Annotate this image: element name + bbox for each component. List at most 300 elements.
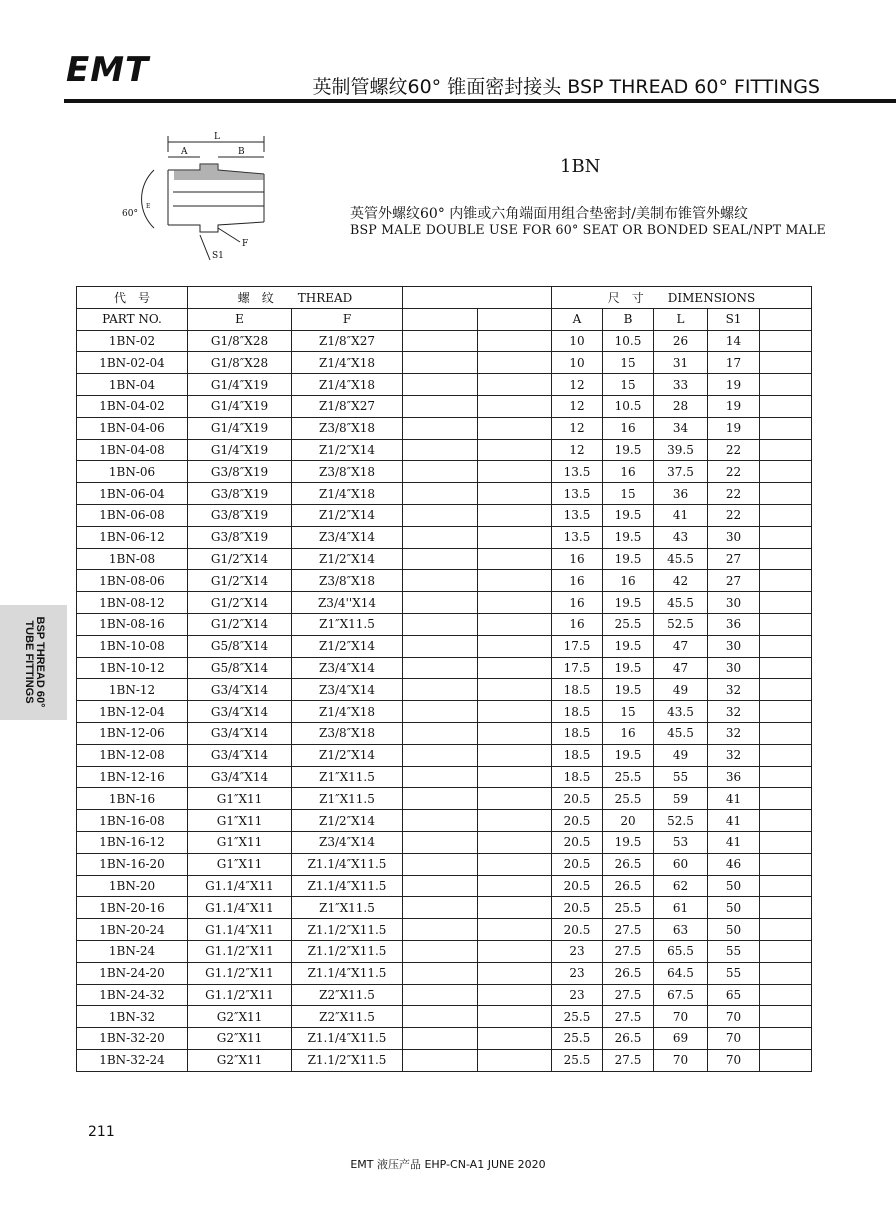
table-cell: Z3/8″X18 bbox=[292, 722, 403, 744]
table-cell: 18.5 bbox=[552, 722, 603, 744]
table-cell: G3/8″X19 bbox=[188, 483, 292, 505]
table-cell: 25.5 bbox=[552, 1006, 603, 1028]
header-blank bbox=[403, 287, 552, 309]
table-cell: G3/8″X19 bbox=[188, 504, 292, 526]
table-row bbox=[77, 919, 812, 941]
table-cell: 16 bbox=[603, 461, 654, 483]
table-header-row-2 bbox=[77, 308, 812, 330]
table-cell-empty bbox=[403, 875, 478, 897]
table-cell-empty bbox=[478, 330, 552, 352]
table-cell-empty bbox=[478, 744, 552, 766]
table-cell-empty bbox=[760, 875, 812, 897]
table-cell-empty bbox=[760, 461, 812, 483]
table-cell: 20.5 bbox=[552, 919, 603, 941]
table-cell: 32 bbox=[708, 701, 760, 723]
table-cell: 17.5 bbox=[552, 657, 603, 679]
table-cell: G1/2″X14 bbox=[188, 613, 292, 635]
table-row bbox=[77, 570, 812, 592]
table-row bbox=[77, 744, 812, 766]
table-cell: 50 bbox=[708, 919, 760, 941]
table-cell: 27 bbox=[708, 548, 760, 570]
table-cell: 13.5 bbox=[552, 526, 603, 548]
table-cell: G3/4″X14 bbox=[188, 679, 292, 701]
table-cell: 1BN-20 bbox=[77, 875, 188, 897]
table-cell: Z3/8″X18 bbox=[292, 461, 403, 483]
table-cell-empty bbox=[478, 374, 552, 396]
table-cell-empty bbox=[478, 1028, 552, 1050]
table-cell: 27 bbox=[708, 570, 760, 592]
table-cell: Z1.1/2″X11.5 bbox=[292, 919, 403, 941]
table-row bbox=[77, 897, 812, 919]
table-cell: 1BN-32-20 bbox=[77, 1028, 188, 1050]
table-cell-empty bbox=[478, 1049, 552, 1071]
table-cell: 32 bbox=[708, 722, 760, 744]
table-cell: G1″X11 bbox=[188, 831, 292, 853]
table-cell: 32 bbox=[708, 679, 760, 701]
table-cell: 52.5 bbox=[654, 613, 708, 635]
table-cell-empty bbox=[403, 352, 478, 374]
table-cell-empty bbox=[403, 330, 478, 352]
table-cell-empty bbox=[760, 352, 812, 374]
table-row bbox=[77, 788, 812, 810]
table-cell: 41 bbox=[708, 831, 760, 853]
table-cell: 32 bbox=[708, 744, 760, 766]
table-cell: Z1.1/4″X11.5 bbox=[292, 962, 403, 984]
table-cell-empty bbox=[760, 853, 812, 875]
table-row bbox=[77, 613, 812, 635]
table-cell-empty bbox=[478, 461, 552, 483]
table-cell: 1BN-20-24 bbox=[77, 919, 188, 941]
table-cell: 36 bbox=[708, 766, 760, 788]
table-cell: 25.5 bbox=[603, 766, 654, 788]
table-cell: 67.5 bbox=[654, 984, 708, 1006]
table-cell: 65.5 bbox=[654, 940, 708, 962]
table-cell: 20 bbox=[603, 810, 654, 832]
table-cell: 1BN-16-20 bbox=[77, 853, 188, 875]
dim-label-a: A bbox=[181, 147, 188, 157]
page-footer: EMT 液压产品 EHP-CN-A1 JUNE 2020 bbox=[350, 1158, 546, 1171]
table-cell-empty bbox=[760, 635, 812, 657]
table-cell: 15 bbox=[603, 352, 654, 374]
table-cell: G1″X11 bbox=[188, 853, 292, 875]
table-cell-empty bbox=[403, 374, 478, 396]
table-row bbox=[77, 483, 812, 505]
table-cell-empty bbox=[478, 679, 552, 701]
table-cell: 1BN-04-02 bbox=[77, 395, 188, 417]
table-cell: 55 bbox=[708, 962, 760, 984]
table-cell-empty bbox=[403, 570, 478, 592]
table-cell-empty bbox=[760, 940, 812, 962]
table-cell-empty bbox=[403, 548, 478, 570]
table-cell-empty bbox=[760, 483, 812, 505]
table-cell-empty bbox=[478, 417, 552, 439]
table-cell: G1.1/4″X11 bbox=[188, 919, 292, 941]
table-cell: G5/8″X14 bbox=[188, 635, 292, 657]
table-cell: 1BN-08 bbox=[77, 548, 188, 570]
column-header: L bbox=[654, 308, 708, 330]
table-cell: 16 bbox=[603, 722, 654, 744]
header-dimensions: 尺 寸 DIMENSIONS bbox=[552, 287, 812, 309]
table-cell: 13.5 bbox=[552, 504, 603, 526]
table-cell: G3/4″X14 bbox=[188, 766, 292, 788]
table-cell: Z1/2″X14 bbox=[292, 635, 403, 657]
table-cell: 30 bbox=[708, 526, 760, 548]
table-cell: 1BN-06-04 bbox=[77, 483, 188, 505]
table-cell: G1.1/4″X11 bbox=[188, 875, 292, 897]
table-row bbox=[77, 810, 812, 832]
table-cell: 41 bbox=[708, 788, 760, 810]
column-header: F bbox=[292, 308, 403, 330]
table-cell: Z1.1/4″X11.5 bbox=[292, 1028, 403, 1050]
table-cell: 20.5 bbox=[552, 875, 603, 897]
table-cell: Z1/4″X18 bbox=[292, 701, 403, 723]
table-cell: 20.5 bbox=[552, 810, 603, 832]
table-cell: 19 bbox=[708, 374, 760, 396]
table-cell: 1BN-24-32 bbox=[77, 984, 188, 1006]
table-cell-empty bbox=[760, 788, 812, 810]
table-cell: G3/4″X14 bbox=[188, 744, 292, 766]
table-cell: 1BN-04-08 bbox=[77, 439, 188, 461]
table-cell: G3/8″X19 bbox=[188, 461, 292, 483]
table-cell-empty bbox=[478, 657, 552, 679]
table-cell-empty bbox=[403, 592, 478, 614]
table-cell: 22 bbox=[708, 504, 760, 526]
table-cell: Z1/2″X14 bbox=[292, 810, 403, 832]
table-row bbox=[77, 657, 812, 679]
table-row bbox=[77, 439, 812, 461]
table-cell-empty bbox=[478, 875, 552, 897]
table-cell-empty bbox=[403, 744, 478, 766]
dim-label-f: F bbox=[242, 239, 249, 249]
table-cell: 31 bbox=[654, 352, 708, 374]
table-cell: 1BN-32-24 bbox=[77, 1049, 188, 1071]
table-cell: Z1/2″X14 bbox=[292, 439, 403, 461]
table-cell: 19.5 bbox=[603, 657, 654, 679]
dim-label-angle: 60° bbox=[122, 209, 138, 219]
table-cell: Z1/4″X18 bbox=[292, 483, 403, 505]
table-cell-empty bbox=[760, 657, 812, 679]
table-cell: Z3/4″X14 bbox=[292, 526, 403, 548]
table-cell-empty bbox=[478, 592, 552, 614]
table-row bbox=[77, 679, 812, 701]
table-cell-empty bbox=[403, 526, 478, 548]
table-cell-empty bbox=[478, 984, 552, 1006]
column-header: PART NO. bbox=[77, 308, 188, 330]
table-cell: G1/4″X19 bbox=[188, 374, 292, 396]
table-cell: G1/8″X28 bbox=[188, 352, 292, 374]
page-header-title: 英制管螺纹60° 锥面密封接头 BSP THREAD 60° FITTINGS bbox=[312, 76, 820, 98]
table-cell: 50 bbox=[708, 875, 760, 897]
table-cell: 1BN-16 bbox=[77, 788, 188, 810]
table-cell: 1BN-08-16 bbox=[77, 613, 188, 635]
table-cell-empty bbox=[403, 962, 478, 984]
table-cell: G1/2″X14 bbox=[188, 548, 292, 570]
page-number: 211 bbox=[88, 1124, 115, 1140]
table-cell: 27.5 bbox=[603, 940, 654, 962]
table-cell-empty bbox=[478, 613, 552, 635]
table-row bbox=[77, 766, 812, 788]
table-cell: 19.5 bbox=[603, 679, 654, 701]
column-header bbox=[760, 308, 812, 330]
header-part-code: 代 号 bbox=[77, 287, 188, 309]
dim-label-e: E bbox=[146, 203, 151, 210]
table-cell-empty bbox=[478, 483, 552, 505]
table-cell: 1BN-02-04 bbox=[77, 352, 188, 374]
dim-label-l: L bbox=[214, 132, 220, 142]
table-cell: 1BN-12-04 bbox=[77, 701, 188, 723]
table-cell: 61 bbox=[654, 897, 708, 919]
table-cell: 1BN-12-06 bbox=[77, 722, 188, 744]
table-cell: 70 bbox=[708, 1049, 760, 1071]
table-cell-empty bbox=[478, 919, 552, 941]
table-cell: 10.5 bbox=[603, 330, 654, 352]
table-cell: Z1″X11.5 bbox=[292, 766, 403, 788]
table-cell: 55 bbox=[654, 766, 708, 788]
table-cell: 1BN-20-16 bbox=[77, 897, 188, 919]
column-header bbox=[403, 308, 478, 330]
side-tab-text bbox=[23, 617, 45, 708]
table-cell-empty bbox=[403, 897, 478, 919]
table-cell: 19.5 bbox=[603, 504, 654, 526]
table-cell: 1BN-06-08 bbox=[77, 504, 188, 526]
table-cell: 23 bbox=[552, 940, 603, 962]
table-cell-empty bbox=[403, 766, 478, 788]
table-cell: G2″X11 bbox=[188, 1006, 292, 1028]
table-cell-empty bbox=[403, 722, 478, 744]
table-cell: 17.5 bbox=[552, 635, 603, 657]
table-cell-empty bbox=[403, 417, 478, 439]
table-cell: 16 bbox=[603, 417, 654, 439]
table-row bbox=[77, 962, 812, 984]
column-header: E bbox=[188, 308, 292, 330]
table-cell: 41 bbox=[654, 504, 708, 526]
table-cell: G1/4″X19 bbox=[188, 395, 292, 417]
table-cell: 20.5 bbox=[552, 788, 603, 810]
table-cell-empty bbox=[403, 701, 478, 723]
table-cell: 1BN-12-08 bbox=[77, 744, 188, 766]
table-row bbox=[77, 1049, 812, 1071]
table-cell-empty bbox=[403, 810, 478, 832]
table-cell: 10 bbox=[552, 352, 603, 374]
header-thread: 螺 纹 THREAD bbox=[188, 287, 403, 309]
table-row bbox=[77, 592, 812, 614]
table-row bbox=[77, 352, 812, 374]
table-row bbox=[77, 1028, 812, 1050]
table-row bbox=[77, 701, 812, 723]
table-cell-empty bbox=[760, 1028, 812, 1050]
dim-label-b: B bbox=[238, 147, 245, 157]
table-cell: 15 bbox=[603, 374, 654, 396]
table-cell: 15 bbox=[603, 483, 654, 505]
table-cell-empty bbox=[760, 897, 812, 919]
table-cell: 30 bbox=[708, 657, 760, 679]
table-cell: 13.5 bbox=[552, 483, 603, 505]
table-cell: 1BN-06 bbox=[77, 461, 188, 483]
table-cell: G1/2″X14 bbox=[188, 570, 292, 592]
part-title: 1BN bbox=[560, 156, 601, 177]
table-cell-empty bbox=[760, 810, 812, 832]
table-cell: 25.5 bbox=[603, 788, 654, 810]
table-cell-empty bbox=[478, 810, 552, 832]
column-header: S1 bbox=[708, 308, 760, 330]
table-row bbox=[77, 875, 812, 897]
table-cell: 59 bbox=[654, 788, 708, 810]
table-row bbox=[77, 417, 812, 439]
table-cell: 28 bbox=[654, 395, 708, 417]
table-cell: 10.5 bbox=[603, 395, 654, 417]
table-cell-empty bbox=[403, 483, 478, 505]
table-cell: 14 bbox=[708, 330, 760, 352]
table-cell-empty bbox=[478, 897, 552, 919]
table-cell: 52.5 bbox=[654, 810, 708, 832]
column-header bbox=[478, 308, 552, 330]
table-cell: 22 bbox=[708, 439, 760, 461]
table-cell-empty bbox=[478, 570, 552, 592]
table-cell: G1/8″X28 bbox=[188, 330, 292, 352]
dim-label-s1: S1 bbox=[212, 251, 224, 261]
side-tab-line-1: BSP THREAD 60° bbox=[34, 616, 46, 708]
table-row bbox=[77, 1006, 812, 1028]
table-cell: 23 bbox=[552, 984, 603, 1006]
table-cell: 36 bbox=[654, 483, 708, 505]
table-cell: 1BN-08-06 bbox=[77, 570, 188, 592]
table-cell: Z3/4″X14 bbox=[292, 831, 403, 853]
table-cell-empty bbox=[478, 548, 552, 570]
table-cell-empty bbox=[760, 374, 812, 396]
table-row bbox=[77, 395, 812, 417]
table-cell: 20.5 bbox=[552, 897, 603, 919]
table-cell-empty bbox=[478, 439, 552, 461]
table-cell: 50 bbox=[708, 897, 760, 919]
table-cell: 19.5 bbox=[603, 831, 654, 853]
table-cell-empty bbox=[403, 788, 478, 810]
table-cell: G2″X11 bbox=[188, 1049, 292, 1071]
table-cell: 1BN-12-16 bbox=[77, 766, 188, 788]
table-cell-empty bbox=[760, 831, 812, 853]
table-cell: 45.5 bbox=[654, 722, 708, 744]
table-cell-empty bbox=[403, 395, 478, 417]
table-cell: 12 bbox=[552, 374, 603, 396]
table-cell-empty bbox=[760, 330, 812, 352]
table-cell: 1BN-24-20 bbox=[77, 962, 188, 984]
table-cell: 27.5 bbox=[603, 919, 654, 941]
table-cell-empty bbox=[403, 831, 478, 853]
table-header-row-1 bbox=[77, 287, 812, 309]
table-cell-empty bbox=[760, 548, 812, 570]
table-cell-empty bbox=[760, 722, 812, 744]
table-cell-empty bbox=[760, 701, 812, 723]
column-header: B bbox=[603, 308, 654, 330]
table-cell: 19.5 bbox=[603, 744, 654, 766]
table-cell: 20.5 bbox=[552, 831, 603, 853]
table-cell: Z2″X11.5 bbox=[292, 984, 403, 1006]
table-row bbox=[77, 853, 812, 875]
table-cell: 19 bbox=[708, 417, 760, 439]
table-cell: 16 bbox=[603, 570, 654, 592]
table-cell: 1BN-04-06 bbox=[77, 417, 188, 439]
table-cell: 16 bbox=[552, 548, 603, 570]
table-cell-empty bbox=[403, 461, 478, 483]
table-cell: 70 bbox=[708, 1028, 760, 1050]
table-cell: 37.5 bbox=[654, 461, 708, 483]
table-cell: Z1″X11.5 bbox=[292, 897, 403, 919]
table-row bbox=[77, 984, 812, 1006]
table-cell-empty bbox=[760, 417, 812, 439]
table-cell-empty bbox=[760, 526, 812, 548]
table-cell-empty bbox=[478, 504, 552, 526]
table-cell: 19.5 bbox=[603, 635, 654, 657]
table-cell-empty bbox=[760, 766, 812, 788]
table-cell-empty bbox=[403, 1006, 478, 1028]
table-cell: G1″X11 bbox=[188, 810, 292, 832]
table-cell: 10 bbox=[552, 330, 603, 352]
table-cell: Z2″X11.5 bbox=[292, 1006, 403, 1028]
table-cell-empty bbox=[760, 744, 812, 766]
table-cell-empty bbox=[478, 635, 552, 657]
table-row bbox=[77, 940, 812, 962]
table-cell-empty bbox=[403, 679, 478, 701]
table-cell: 26.5 bbox=[603, 1028, 654, 1050]
table-cell: Z3/8″X18 bbox=[292, 417, 403, 439]
table-cell-empty bbox=[760, 1049, 812, 1071]
table-cell: Z3/8″X18 bbox=[292, 570, 403, 592]
table-cell-empty bbox=[403, 984, 478, 1006]
table-cell: G1/4″X19 bbox=[188, 439, 292, 461]
table-row bbox=[77, 461, 812, 483]
table-cell: G3/4″X14 bbox=[188, 701, 292, 723]
table-cell: 22 bbox=[708, 461, 760, 483]
table-cell: 19.5 bbox=[603, 526, 654, 548]
table-cell: 12 bbox=[552, 439, 603, 461]
table-cell: Z1/8″X27 bbox=[292, 395, 403, 417]
table-cell: 22 bbox=[708, 483, 760, 505]
table-row bbox=[77, 831, 812, 853]
table-cell: 27.5 bbox=[603, 1049, 654, 1071]
table-cell: 1BN-10-12 bbox=[77, 657, 188, 679]
table-cell: Z1″X11.5 bbox=[292, 788, 403, 810]
table-cell-empty bbox=[478, 940, 552, 962]
table-cell-empty bbox=[760, 962, 812, 984]
table-cell-empty bbox=[403, 940, 478, 962]
table-cell: Z1.1/2″X11.5 bbox=[292, 1049, 403, 1071]
table-cell: Z1/2″X14 bbox=[292, 744, 403, 766]
table-cell-empty bbox=[478, 962, 552, 984]
table-cell: 33 bbox=[654, 374, 708, 396]
table-cell: 12 bbox=[552, 417, 603, 439]
table-cell: G3/8″X19 bbox=[188, 526, 292, 548]
table-cell-empty bbox=[478, 831, 552, 853]
table-cell: 53 bbox=[654, 831, 708, 853]
table-cell: 70 bbox=[654, 1006, 708, 1028]
dimensions-table bbox=[76, 286, 812, 1072]
table-cell: 26.5 bbox=[603, 853, 654, 875]
table-cell: 1BN-10-08 bbox=[77, 635, 188, 657]
table-cell: 55 bbox=[708, 940, 760, 962]
table-cell-empty bbox=[478, 526, 552, 548]
table-cell: G1.1/4″X11 bbox=[188, 897, 292, 919]
table-cell: 19.5 bbox=[603, 439, 654, 461]
table-cell: 60 bbox=[654, 853, 708, 875]
table-cell: 62 bbox=[654, 875, 708, 897]
table-cell: 34 bbox=[654, 417, 708, 439]
table-cell-empty bbox=[760, 679, 812, 701]
table-cell: 1BN-02 bbox=[77, 330, 188, 352]
emt-logo: EMT bbox=[66, 50, 150, 90]
table-cell: 30 bbox=[708, 635, 760, 657]
table-cell: 41 bbox=[708, 810, 760, 832]
table-cell-empty bbox=[760, 439, 812, 461]
column-header: A bbox=[552, 308, 603, 330]
